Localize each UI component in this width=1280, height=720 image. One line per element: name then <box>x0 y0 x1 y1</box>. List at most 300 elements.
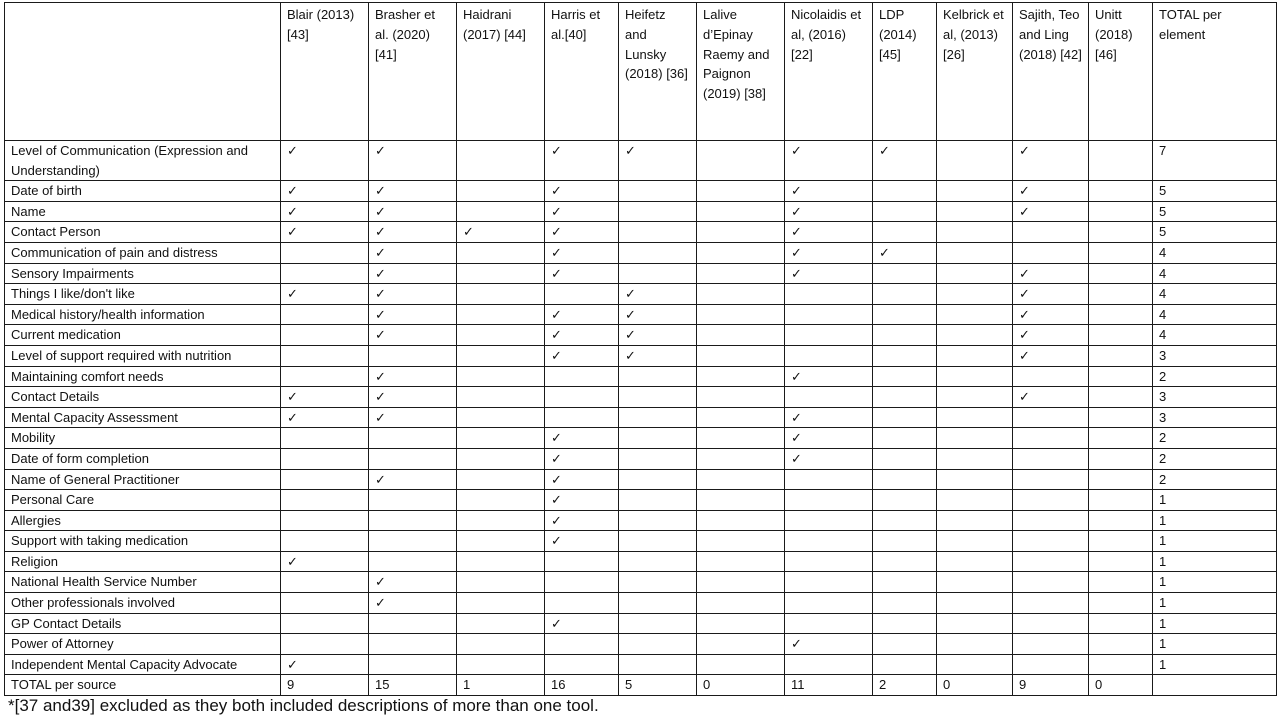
table-row <box>5 242 1277 263</box>
mark-cell <box>937 366 1013 387</box>
mark-cell <box>369 242 457 263</box>
element-label: Other professionals involved <box>5 593 281 614</box>
checkmark-icon: ✓ <box>287 224 298 240</box>
mark-cell <box>785 201 873 222</box>
mark-cell <box>369 654 457 675</box>
mark-cell <box>369 613 457 634</box>
element-label: GP Contact Details <box>5 613 281 634</box>
mark-cell <box>1013 593 1089 614</box>
source-total-1: 9 <box>281 675 369 696</box>
element-total: 3 <box>1153 345 1277 366</box>
mark-cell <box>369 593 457 614</box>
mark-cell <box>369 634 457 655</box>
mark-cell <box>545 469 619 490</box>
mark-cell <box>785 222 873 243</box>
mark-cell <box>619 490 697 511</box>
element-total: 4 <box>1153 242 1277 263</box>
mark-cell <box>457 222 545 243</box>
checkmark-icon: ✓ <box>791 368 802 384</box>
mark-cell <box>619 242 697 263</box>
checkmark-icon: ✓ <box>287 203 298 219</box>
source-total-11: 0 <box>1089 675 1153 696</box>
mark-cell <box>873 242 937 263</box>
mark-cell <box>1013 201 1089 222</box>
mark-cell <box>937 551 1013 572</box>
mark-cell <box>619 531 697 552</box>
source-total-10: 9 <box>1013 675 1089 696</box>
source-header-3: Haidrani (2017) [44] <box>457 3 545 141</box>
source-total-8: 2 <box>873 675 937 696</box>
mark-cell <box>457 366 545 387</box>
checkmark-icon: ✓ <box>1019 389 1030 405</box>
mark-cell <box>697 428 785 449</box>
mark-cell <box>281 531 369 552</box>
element-total: 1 <box>1153 593 1277 614</box>
element-label: Level of Communication (Expression and Understanding) <box>5 141 281 181</box>
element-label: Medical history/health information <box>5 304 281 325</box>
element-label: Name of General Practitioner <box>5 469 281 490</box>
mark-cell <box>1089 551 1153 572</box>
element-label: Things I like/don't like <box>5 284 281 305</box>
source-header-2: Brasher et al. (2020) [41] <box>369 3 457 141</box>
source-total-5: 5 <box>619 675 697 696</box>
mark-cell <box>545 654 619 675</box>
element-total: 2 <box>1153 428 1277 449</box>
mark-cell <box>545 284 619 305</box>
element-total: 3 <box>1153 387 1277 408</box>
mark-cell <box>545 613 619 634</box>
mark-cell <box>785 490 873 511</box>
mark-cell <box>457 242 545 263</box>
element-label: Date of birth <box>5 181 281 202</box>
element-total: 1 <box>1153 551 1277 572</box>
mark-cell <box>937 634 1013 655</box>
checkmark-icon: ✓ <box>791 265 802 281</box>
element-total: 1 <box>1153 531 1277 552</box>
mark-cell <box>281 490 369 511</box>
mark-cell <box>697 201 785 222</box>
source-header-7: Nicolaidis et al, (2016) [22] <box>785 3 873 141</box>
mark-cell <box>545 510 619 531</box>
mark-cell <box>873 428 937 449</box>
mark-cell <box>873 201 937 222</box>
mark-cell <box>619 387 697 408</box>
mark-cell <box>697 387 785 408</box>
checkmark-icon: ✓ <box>1019 306 1030 322</box>
mark-cell <box>697 572 785 593</box>
source-total-3: 1 <box>457 675 545 696</box>
mark-cell <box>619 284 697 305</box>
mark-cell <box>1089 510 1153 531</box>
mark-cell <box>1013 345 1089 366</box>
mark-cell <box>937 284 1013 305</box>
mark-cell <box>457 325 545 346</box>
element-label: Level of support required with nutrition <box>5 345 281 366</box>
mark-cell <box>937 387 1013 408</box>
checkmark-icon: ✓ <box>287 286 298 302</box>
mark-cell <box>545 263 619 284</box>
mark-cell <box>281 201 369 222</box>
table-body <box>5 141 1277 675</box>
mark-cell <box>697 366 785 387</box>
mark-cell <box>545 242 619 263</box>
mark-cell <box>1013 634 1089 655</box>
mark-cell <box>457 284 545 305</box>
mark-cell <box>937 428 1013 449</box>
mark-cell <box>457 387 545 408</box>
source-total-9: 0 <box>937 675 1013 696</box>
element-total: 1 <box>1153 510 1277 531</box>
mark-cell <box>281 325 369 346</box>
mark-cell <box>1089 387 1153 408</box>
checkmark-icon: ✓ <box>1019 286 1030 302</box>
table-row <box>5 448 1277 469</box>
source-total-4: 16 <box>545 675 619 696</box>
mark-cell <box>457 593 545 614</box>
checkmark-icon: ✓ <box>551 471 562 487</box>
table-row <box>5 407 1277 428</box>
mark-cell <box>697 448 785 469</box>
mark-cell <box>281 428 369 449</box>
mark-cell <box>1089 181 1153 202</box>
mark-cell <box>369 263 457 284</box>
checkmark-icon: ✓ <box>551 244 562 260</box>
mark-cell <box>785 345 873 366</box>
checkmark-icon: ✓ <box>879 244 890 260</box>
element-label: Allergies <box>5 510 281 531</box>
mark-cell <box>873 325 937 346</box>
checkmark-icon: ✓ <box>551 347 562 363</box>
mark-cell <box>619 654 697 675</box>
checkmark-icon: ✓ <box>1019 347 1030 363</box>
mark-cell <box>1013 613 1089 634</box>
mark-cell <box>697 407 785 428</box>
mark-cell <box>873 141 937 181</box>
source-header-1: Blair (2013) [43] <box>281 3 369 141</box>
mark-cell <box>369 551 457 572</box>
checkmark-icon: ✓ <box>375 471 386 487</box>
checkmark-icon: ✓ <box>1019 143 1030 158</box>
checkmark-icon: ✓ <box>791 244 802 260</box>
mark-cell <box>281 469 369 490</box>
mark-cell <box>1013 490 1089 511</box>
element-label: Communication of pain and distress <box>5 242 281 263</box>
mark-cell <box>937 181 1013 202</box>
mark-cell <box>1013 469 1089 490</box>
mark-cell <box>457 572 545 593</box>
checkmark-icon: ✓ <box>375 306 386 322</box>
checkmark-icon: ✓ <box>551 143 562 158</box>
mark-cell <box>1089 613 1153 634</box>
mark-cell <box>785 469 873 490</box>
mark-cell <box>873 634 937 655</box>
mark-cell <box>697 284 785 305</box>
mark-cell <box>457 181 545 202</box>
mark-cell <box>873 222 937 243</box>
mark-cell <box>281 551 369 572</box>
mark-cell <box>1089 531 1153 552</box>
checkmark-icon: ✓ <box>1019 327 1030 343</box>
checkmark-icon: ✓ <box>551 327 562 343</box>
checkmark-icon: ✓ <box>287 183 298 199</box>
mark-cell <box>369 366 457 387</box>
checkmark-icon: ✓ <box>375 595 386 611</box>
checkmark-icon: ✓ <box>375 244 386 260</box>
mark-cell <box>369 428 457 449</box>
mark-cell <box>1013 284 1089 305</box>
mark-cell <box>281 181 369 202</box>
mark-cell <box>785 428 873 449</box>
corner-cell <box>5 3 281 141</box>
mark-cell <box>873 387 937 408</box>
mark-cell <box>785 263 873 284</box>
table-row <box>5 222 1277 243</box>
mark-cell <box>545 387 619 408</box>
element-total: 5 <box>1153 222 1277 243</box>
element-total: 2 <box>1153 469 1277 490</box>
checkmark-icon: ✓ <box>551 203 562 219</box>
checkmark-icon: ✓ <box>551 265 562 281</box>
table-row <box>5 366 1277 387</box>
mark-cell <box>697 304 785 325</box>
mark-cell <box>937 654 1013 675</box>
mark-cell <box>619 263 697 284</box>
mark-cell <box>937 490 1013 511</box>
checkmark-icon: ✓ <box>1019 265 1030 281</box>
mark-cell <box>937 531 1013 552</box>
mark-cell <box>619 304 697 325</box>
checkmark-icon: ✓ <box>791 224 802 240</box>
checkmark-icon: ✓ <box>551 450 562 466</box>
checkmark-icon: ✓ <box>375 409 386 425</box>
mark-cell <box>1089 201 1153 222</box>
mark-cell <box>619 222 697 243</box>
mark-cell <box>697 634 785 655</box>
table-row <box>5 634 1277 655</box>
mark-cell <box>697 242 785 263</box>
source-total-7: 11 <box>785 675 873 696</box>
mark-cell <box>1089 428 1153 449</box>
total-per-source-label: TOTAL per source <box>5 675 281 696</box>
mark-cell <box>545 201 619 222</box>
mark-cell <box>1089 263 1153 284</box>
mark-cell <box>785 284 873 305</box>
checkmark-icon: ✓ <box>287 553 298 569</box>
table-row <box>5 263 1277 284</box>
mark-cell <box>697 593 785 614</box>
mark-cell <box>545 141 619 181</box>
mark-cell <box>937 593 1013 614</box>
table-row <box>5 141 1277 181</box>
table-row <box>5 531 1277 552</box>
element-label: National Health Service Number <box>5 572 281 593</box>
mark-cell <box>1089 593 1153 614</box>
mark-cell <box>1013 141 1089 181</box>
checkmark-icon: ✓ <box>551 492 562 508</box>
checkmark-icon: ✓ <box>375 286 386 302</box>
element-label: Independent Mental Capacity Advocate <box>5 654 281 675</box>
mark-cell <box>697 141 785 181</box>
mark-cell <box>937 469 1013 490</box>
checkmark-icon: ✓ <box>625 143 636 158</box>
source-header-6: Lalive d’Epinay Raemy and Paignon (2019) [38] <box>697 3 785 141</box>
mark-cell <box>937 510 1013 531</box>
mark-cell <box>697 654 785 675</box>
table-row <box>5 510 1277 531</box>
mark-cell <box>619 551 697 572</box>
mark-cell <box>281 634 369 655</box>
table-row <box>5 613 1277 634</box>
mark-cell <box>369 345 457 366</box>
checkmark-icon: ✓ <box>375 327 386 343</box>
checkmark-icon: ✓ <box>551 183 562 199</box>
element-label: Contact Person <box>5 222 281 243</box>
checkmark-icon: ✓ <box>375 389 386 405</box>
mark-cell <box>281 510 369 531</box>
mark-cell <box>369 201 457 222</box>
mark-cell <box>1089 469 1153 490</box>
checkmark-icon: ✓ <box>879 143 890 158</box>
mark-cell <box>873 551 937 572</box>
checkmark-icon: ✓ <box>625 306 636 322</box>
mark-cell <box>369 407 457 428</box>
source-header-10: Sajith, Teo and Ling (2018) [42] <box>1013 3 1089 141</box>
mark-cell <box>785 407 873 428</box>
mark-cell <box>937 304 1013 325</box>
mark-cell <box>281 407 369 428</box>
mark-cell <box>1013 407 1089 428</box>
grand-total-cell <box>1153 675 1277 696</box>
checkmark-icon: ✓ <box>625 327 636 343</box>
mark-cell <box>1089 304 1153 325</box>
mark-cell <box>457 201 545 222</box>
element-total: 2 <box>1153 366 1277 387</box>
checkmark-icon: ✓ <box>1019 203 1030 219</box>
mark-cell <box>281 345 369 366</box>
mark-cell <box>937 141 1013 181</box>
mark-cell <box>619 428 697 449</box>
mark-cell <box>697 469 785 490</box>
checkmark-icon: ✓ <box>791 409 802 425</box>
mark-cell <box>785 366 873 387</box>
mark-cell <box>1089 284 1153 305</box>
mark-cell <box>873 304 937 325</box>
mark-cell <box>1013 325 1089 346</box>
mark-cell <box>281 448 369 469</box>
mark-cell <box>545 366 619 387</box>
header-row <box>5 3 1277 141</box>
mark-cell <box>619 141 697 181</box>
mark-cell <box>785 654 873 675</box>
checkmark-icon: ✓ <box>625 347 636 363</box>
source-total-2: 15 <box>369 675 457 696</box>
checkmark-icon: ✓ <box>375 574 386 590</box>
mark-cell <box>457 448 545 469</box>
element-total: 7 <box>1153 141 1277 181</box>
mark-cell <box>281 387 369 408</box>
table-row <box>5 428 1277 449</box>
mark-cell <box>457 531 545 552</box>
element-total: 2 <box>1153 448 1277 469</box>
totals-row <box>5 675 1277 696</box>
mark-cell <box>873 490 937 511</box>
element-total: 3 <box>1153 407 1277 428</box>
mark-cell <box>937 448 1013 469</box>
mark-cell <box>937 263 1013 284</box>
checkmark-icon: ✓ <box>463 224 474 240</box>
mark-cell <box>785 304 873 325</box>
element-total: 5 <box>1153 181 1277 202</box>
mark-cell <box>1089 634 1153 655</box>
mark-cell <box>457 613 545 634</box>
source-header-4: Harris et al.[40] <box>545 3 619 141</box>
mark-cell <box>1089 407 1153 428</box>
checkmark-icon: ✓ <box>791 143 802 158</box>
mark-cell <box>937 345 1013 366</box>
mark-cell <box>369 572 457 593</box>
mark-cell <box>937 242 1013 263</box>
checkmark-icon: ✓ <box>287 409 298 425</box>
checkmark-icon: ✓ <box>287 656 298 672</box>
sources-elements-table <box>4 2 1277 696</box>
table-row <box>5 490 1277 511</box>
mark-cell <box>937 407 1013 428</box>
mark-cell <box>619 572 697 593</box>
mark-cell <box>785 325 873 346</box>
footnote: *[37 and39] excluded as they both included descriptions of more than one tool. <box>8 696 599 715</box>
element-label: Date of form completion <box>5 448 281 469</box>
mark-cell <box>1089 366 1153 387</box>
mark-cell <box>1089 490 1153 511</box>
checkmark-icon: ✓ <box>375 203 386 219</box>
mark-cell <box>619 634 697 655</box>
checkmark-icon: ✓ <box>551 430 562 446</box>
mark-cell <box>1013 242 1089 263</box>
mark-cell <box>457 263 545 284</box>
mark-cell <box>457 654 545 675</box>
mark-cell <box>1089 242 1153 263</box>
table-row <box>5 181 1277 202</box>
source-header-11: Unitt (2018) [46] <box>1089 3 1153 141</box>
mark-cell <box>1013 181 1089 202</box>
mark-cell <box>1013 531 1089 552</box>
total-per-element-header: TOTAL per element <box>1153 3 1277 141</box>
checkmark-icon: ✓ <box>551 512 562 528</box>
mark-cell <box>1089 141 1153 181</box>
mark-cell <box>369 141 457 181</box>
checkmark-icon: ✓ <box>791 183 802 199</box>
mark-cell <box>369 304 457 325</box>
mark-cell <box>369 284 457 305</box>
mark-cell <box>281 654 369 675</box>
table-row <box>5 654 1277 675</box>
mark-cell <box>545 634 619 655</box>
mark-cell <box>619 593 697 614</box>
mark-cell <box>281 284 369 305</box>
mark-cell <box>281 593 369 614</box>
mark-cell <box>457 510 545 531</box>
mark-cell <box>1089 222 1153 243</box>
table-row <box>5 469 1277 490</box>
mark-cell <box>785 448 873 469</box>
mark-cell <box>369 222 457 243</box>
checkmark-icon: ✓ <box>375 368 386 384</box>
checkmark-icon: ✓ <box>375 143 386 158</box>
mark-cell <box>619 613 697 634</box>
mark-cell <box>873 654 937 675</box>
checkmark-icon: ✓ <box>551 615 562 631</box>
mark-cell <box>873 613 937 634</box>
